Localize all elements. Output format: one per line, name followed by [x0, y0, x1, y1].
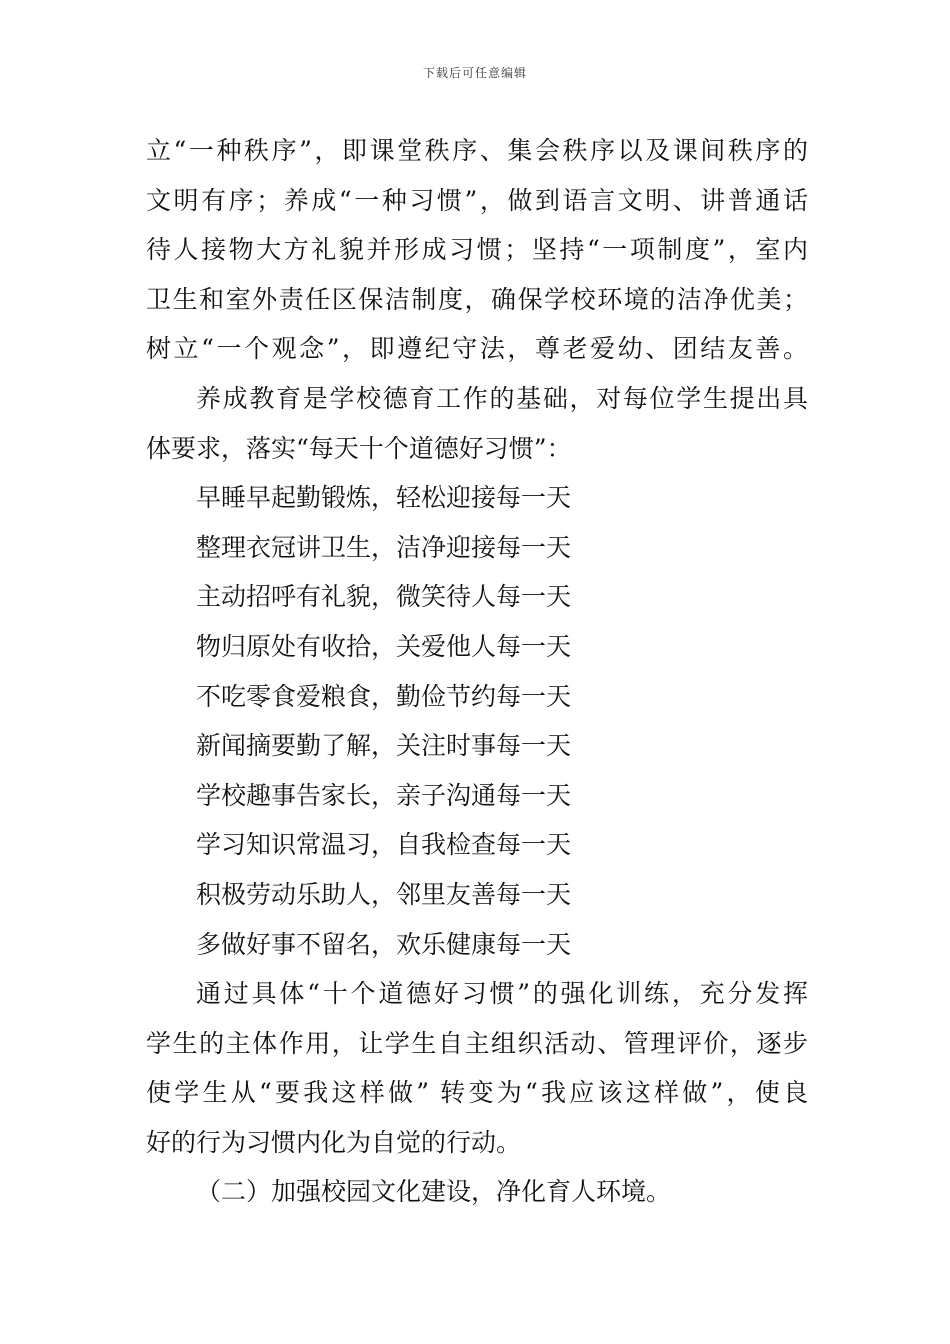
text-line: 体要求，落实“每天十个道德好习惯”： — [146, 433, 572, 463]
text-line: 养成教育是学校德育工作的基础，对每位学生提出具 — [196, 383, 808, 413]
habit-line: 学校趣事告家长，亲子沟通每一天 — [196, 780, 572, 810]
habits-list — [146, 473, 808, 969]
section-heading: （二）加强校园文化建设，净化育人环境。 — [196, 1177, 672, 1207]
text-line: 好的行为习惯内化为自觉的行动。 — [146, 1127, 522, 1157]
document-body — [146, 126, 808, 1217]
paragraph-order-habits — [146, 126, 808, 374]
habit-line: 整理衣冠讲卫生，洁净迎接每一天 — [196, 532, 572, 562]
habit-line: 主动招呼有礼貌，微笑待人每一天 — [196, 582, 572, 612]
habit-line: 积极劳动乐助人，邻里友善每一天 — [196, 879, 572, 909]
text-line: 学生的主体作用，让学生自主组织活动、管理评价，逐步 — [146, 1028, 808, 1058]
habit-line: 新闻摘要勤了解，关注时事每一天 — [196, 731, 572, 761]
paragraph-closing — [146, 969, 808, 1167]
text-line: 待人接物大方礼貌并形成习惯；坚持“一项制度”，室内 — [146, 235, 808, 265]
text-line: 立“一种秩序”，即课堂秩序、集会秩序以及课间秩序的 — [146, 136, 808, 165]
text-line: 卫生和室外责任区保洁制度，确保学校环境的洁净优美； — [146, 284, 808, 314]
text-line: 通过具体“十个道德好习惯”的强化训练，充分发挥 — [196, 979, 808, 1009]
habit-line: 多做好事不留名，欢乐健康每一天 — [196, 929, 572, 959]
habit-line: 物归原处有收拾，关爱他人每一天 — [196, 631, 572, 661]
text-line: 树立“一个观念”，即遵纪守法，尊老爱幼、团结友善。 — [146, 334, 808, 364]
habit-line: 早睡早起勤锻炼，轻松迎接每一天 — [196, 483, 572, 513]
text-line: 使学生从“要我这样做” 转变为“我应该这样做”，使良 — [146, 1078, 808, 1108]
paragraph-habit-education — [146, 374, 808, 473]
habit-line: 学习知识常温习，自我检查每一天 — [196, 830, 572, 860]
page-header: 下载后可任意编辑 — [422, 66, 527, 80]
text-line: 文明有序；养成“一种习惯”，做到语言文明、讲普通话 — [146, 185, 808, 215]
habit-line: 不吃零食爱粮食，勤俭节约每一天 — [196, 681, 572, 711]
